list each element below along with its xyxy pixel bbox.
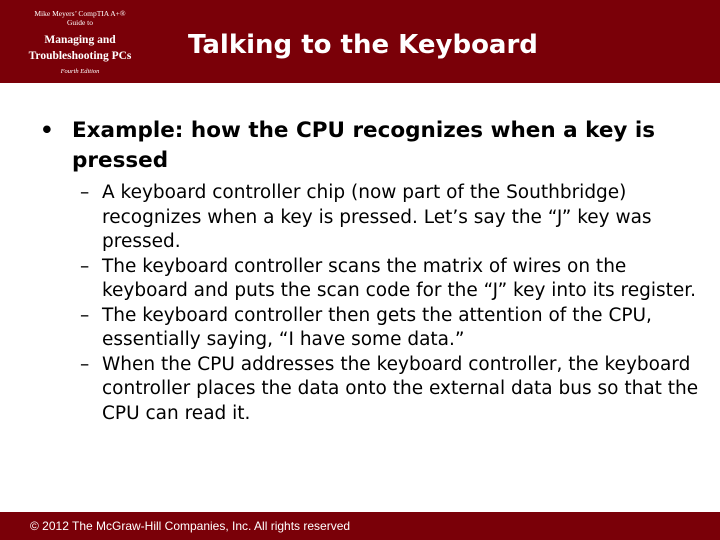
sub-bullet-text: The keyboard controller scans the matrix of wires on the keyboard and puts the scan code for the “J” key into its register. [102, 255, 697, 301]
sub-bullet-marker: – [80, 304, 90, 326]
main-bullet-text: Example: how the CPU recognizes when a key is pressed [72, 118, 656, 173]
sub-bullet-text: When the CPU addresses the keyboard controller, the keyboard controller places the data onto the external data bus so that the CPU can read it. [102, 353, 699, 424]
sub-bullet-list [80, 181, 700, 426]
book-title [0, 32, 160, 64]
book-title-block [0, 0, 160, 83]
sub-bullet-marker: – [80, 182, 90, 203]
sub-bullet-item [80, 181, 700, 255]
bullet-marker: • [40, 118, 54, 143]
sub-bullet-text: A keyboard controller chip (now part of the Southbridge) recognizes when a key is pressed. Let’s say the “J” key was pressed. [102, 182, 652, 252]
book-title-line2: Troubleshooting PCs [28, 50, 132, 62]
main-bullet [40, 116, 700, 176]
sub-bullet-item [80, 304, 700, 353]
copyright-notice: © 2012 The McGraw-Hill Companies, Inc. All rights reserved [30, 519, 351, 533]
book-edition-label: Fourth Edition [60, 68, 100, 75]
sub-bullet-marker: – [80, 353, 90, 375]
book-series-label: Mike Meyers’ CompTIA A+® [34, 9, 126, 18]
sub-bullet-marker: – [80, 255, 90, 277]
slide-header [0, 0, 720, 83]
sub-bullet-text: The keyboard controller then gets the attention of the CPU, essentially saying, “I have some data.” [102, 304, 652, 350]
book-title-line1: Managing and [44, 34, 116, 46]
slide-footer [0, 512, 720, 540]
slide-title: Talking to the Keyboard [188, 30, 538, 60]
sub-bullet-item [80, 353, 700, 427]
book-guide-label: Guide to [66, 18, 94, 27]
sub-bullet-item [80, 255, 700, 304]
